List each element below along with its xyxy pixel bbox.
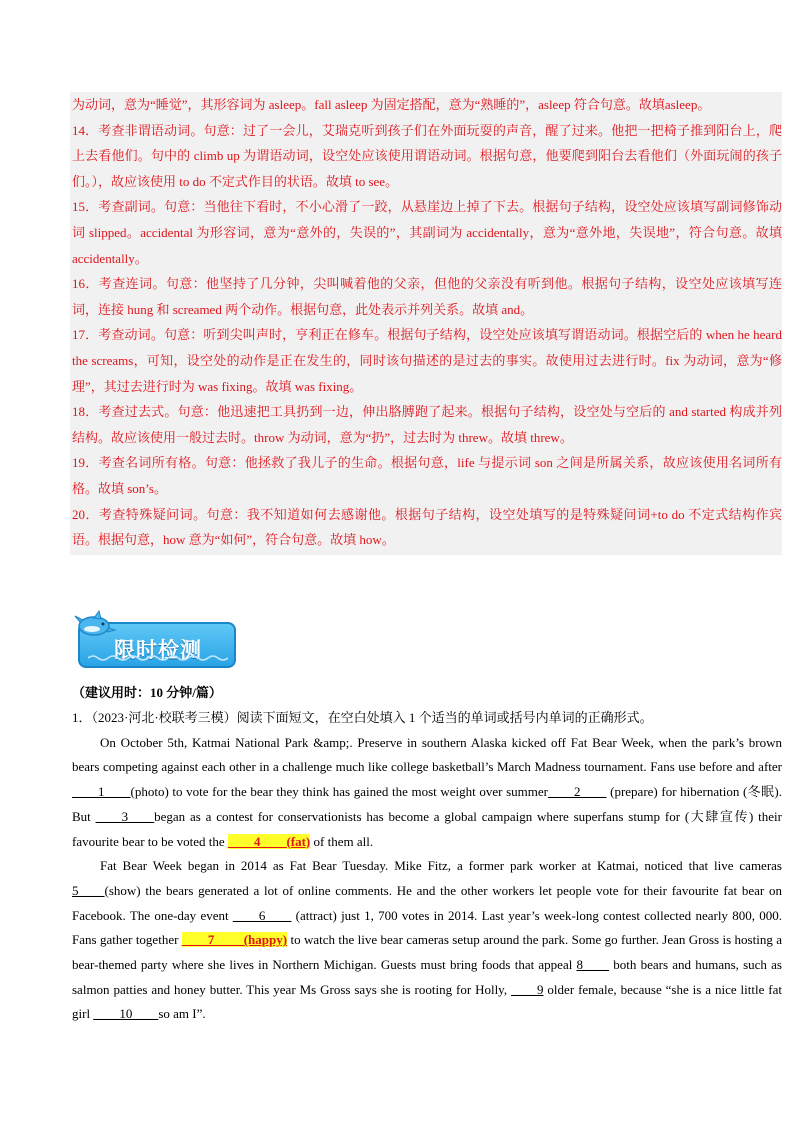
blank-1: ____1____: [72, 784, 131, 800]
passage-text: Fat Bear Week began in 2014 as Fat Bear Tuesday. Mike Fitz, a former park worker at Katmai, noticed that live cameras: [100, 858, 782, 874]
section-banner: [74, 608, 240, 672]
passage-text: both bears and humans, such as salmon patties and honey butter. This year Ms Gross says she is rooting for Holly,: [72, 957, 782, 997]
answer-explanations: [70, 92, 782, 555]
suggested-time: （建议用时：10 分钟/篇）: [72, 685, 222, 700]
blank-8: 8____: [576, 957, 610, 973]
passage-paragraph-2: [72, 854, 782, 1027]
passage-text: (attract) just 1, 700 votes in 2014. Last year’s week-long contest collected nearly 800, 000. Fans gather together: [72, 907, 782, 948]
passage-text: so am I”.: [158, 1006, 206, 1022]
passage-text: (prepare) for hibernation (冬眠). But: [72, 784, 782, 824]
answer-18: 18．考查过去式。句意：他迅速把工具扔到一边，伸出胳膊跑了起来。根据句子结构，设空处与空后的 and started 构成并列结构。故应该使用一般过去时。throw 为动词，意为“扔”，过去时为 threw。故填 threw。: [72, 404, 782, 445]
passage-text: of them all.: [310, 833, 374, 849]
passage-text: (show) the bears generated a lot of online comments. He and the other workers let people vote for their favourite fat bear on Facebook. The one-day event: [72, 882, 782, 923]
answer-19: 19．考查名词所有格。句意：他拯救了我儿子的生命。根据句意，life 与提示词 son 之间是所属关系，故应该使用名词所有格。故填 son’s。: [72, 455, 782, 496]
banner-title: 限时检测: [114, 638, 202, 662]
answer-16: 16．考查连词。句意：他坚持了几分钟，尖叫喊着他的父亲，但他的父亲没有听到他。根据句子结构，设空处应该填写连词，连接 hung 和 screamed 两个动作。根据句意，此处表示并列关系。故填 and。: [72, 276, 782, 317]
question-intro: 1．（2023·河北·校联考三模）阅读下面短文，在空白处填入 1 个适当的单词或括号内单词的正确形式。: [72, 710, 653, 725]
blank-7-highlighted: ____7____ (happy): [181, 932, 288, 948]
blank-10: ____10____: [93, 1006, 159, 1022]
answer-17: 17．考查动词。句意：听到尖叫声时，亨利正在修车。根据句子结构，设空处应该填写谓语动词。根据空后的 when he heard the screams，可知，设空处的动作是正在发生的，同时该句描述的是过去的事实。故使用过去进行时。fix 为动词，意为“修理”，其过去进行时为 was fixing。故填 was fixing。: [72, 327, 782, 394]
blank-6: ____6____: [232, 907, 292, 923]
blank-5: 5____: [72, 882, 105, 898]
passage-text: older female, because “she is a nice little fat girl: [72, 981, 782, 1022]
blank-4-highlighted: ____4____(fat): [227, 833, 311, 849]
passage-text: to watch the live bear cameras setup around the park. Some go further. Jean Gross is hosting a bear-themed party where she lives in Northern Michigan. Guests must bring foods that appeal: [72, 932, 783, 973]
blank-3: ____3____: [95, 808, 155, 824]
blank-9: ____9: [511, 981, 544, 997]
answer-15: 15．考查副词。句意：当他往下看时，不小心滑了一跤，从悬崖边上掉了下去。根据句子结构，设空处应该填写副词修饰动词 slipped。accidental 为形容词，意为“意外的，失误的”，其副词为 accidentally，意为“意外地，失误地”，符合句意。故填 accidentally。: [72, 199, 782, 266]
passage-text: (photo) to vote for the bear they think has gained the most weight over summer: [130, 784, 548, 800]
wave-decoration-icon: [88, 654, 228, 662]
answer-20: 20．考查特殊疑问词。句意：我不知道如何去感谢他。根据句子结构，设空处填写的是特殊疑问词+to do 不定式结构作宾语。根据句意，how 意为“如何”，符合句意。故填 how。: [72, 506, 782, 548]
question-1: [72, 706, 782, 1027]
passage-text: began as a contest for conservationists has become a global campaign where superfans stump for (大肆宣传) their favourite bear to be voted the: [72, 808, 782, 849]
dolphin-icon: [74, 608, 118, 648]
blank-2: ____2____: [548, 784, 607, 800]
answer-14: 14．考查非谓语动词。句意：过了一会儿，艾瑞克听到孩子们在外面玩耍的声音，醒了过来。他把一把椅子推到阳台上，爬上去看他们。句中的 climb up 为谓语动词，设空处应该使用谓语动词。根据句意，他要爬到阳台去看他们（外面玩闹的孩子们。），故应该使用 to do 不定式作目的状语。故填 to see。: [72, 122, 782, 189]
passage-text: On October 5th, Katmai National Park &amp;. Preserve in southern Alaska kicked off Fat Bear Week, when the park’s brown bears competing against each other in a challenge much like college basketball’s March Madness tournament. Fans use before and after: [72, 734, 782, 775]
answer-13-tail: 为动词，意为“睡觉”，其形容词为 asleep。fall asleep 为固定搭配，意为“熟睡的”，asleep 符合句意。故填asleep。: [72, 97, 711, 112]
passage-paragraph-1: [72, 731, 782, 855]
